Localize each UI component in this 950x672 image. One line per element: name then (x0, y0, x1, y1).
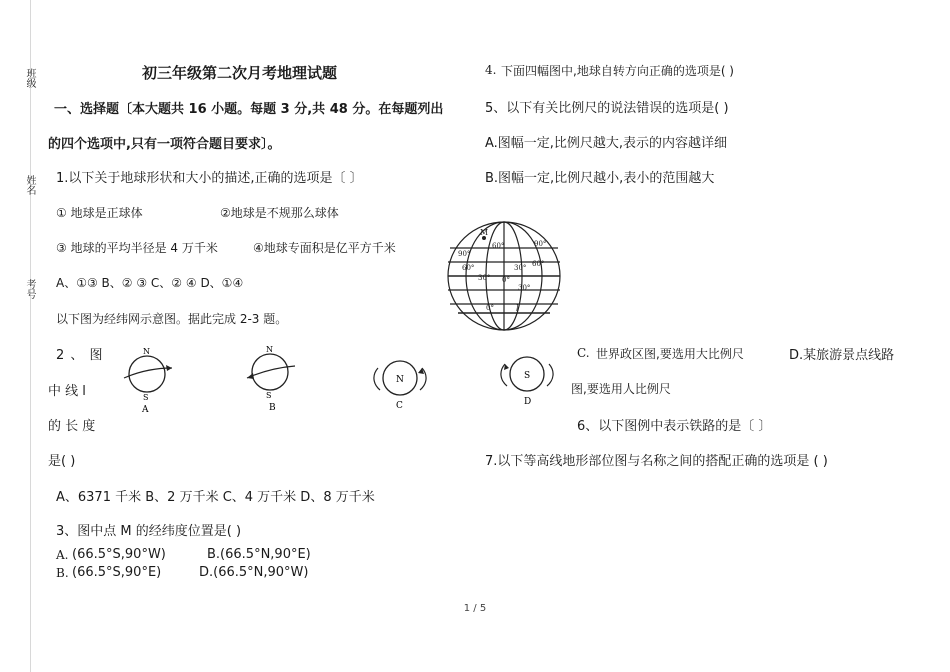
margin-label-name: 姓名 (24, 175, 35, 195)
q2-stem-part2: 中 线 l (48, 384, 86, 399)
figure-letter-b: B (269, 403, 276, 413)
globe-label-30-lower: 30° (518, 284, 531, 292)
page-number: 1 / 5 (463, 603, 487, 614)
q7-stem: 7.以下等高线地形部位图与名称之间的搭配正确的选项是 ( ) (485, 454, 828, 469)
margin-label-class: 班级 (24, 68, 35, 88)
q1-statement-4: ④地球专面积是亿平方千米 (253, 241, 396, 255)
q1-statement-2: ②地球是不规那么球体 (220, 206, 339, 220)
rotation-arc-d-right (547, 364, 553, 386)
globe-label-l: l (516, 304, 519, 313)
rotation-figure-b (239, 342, 301, 414)
globe-label-60-top: 60° (492, 242, 505, 250)
page-title: 初三年级第二次月考地理试题 (142, 64, 338, 82)
q3-stem: 3、图中点 M 的经纬度位置是( ) (56, 524, 242, 539)
q5-option-d: D.某旅游景点线路 (789, 348, 895, 363)
q1-statement-3: ③ 地球的平均半径是 4 万千米 (56, 241, 218, 255)
pole-label-b-top: N (266, 345, 273, 354)
q2-stem-part3: 的 长 度 (48, 419, 96, 434)
q1-options: A、①③ B、② ③ C、② ④ D、①④ (56, 276, 244, 290)
globe-label-30-right: 30° (514, 264, 527, 272)
graticule-globe-figure (444, 218, 564, 334)
globe-label-90-left: 90° (458, 250, 471, 258)
section-heading-line2: 的四个选项中,只有一项符合题目要求〕。 (48, 137, 281, 152)
pole-label-c: N (396, 375, 404, 385)
q2-stem-part4: 是( ) (48, 454, 76, 469)
q5-option-a: A.图幅一定,比例尺越大,表示的内容越详细 (485, 136, 728, 151)
q3-option-d: D.(66.5°N,90°W) (199, 565, 309, 580)
pole-label-a-top: N (143, 347, 150, 356)
q2-options: A、6371 千米 B、2 万千米 C、4 万千米 D、8 万千米 (56, 490, 375, 505)
q3-option-c-letter: B. (56, 566, 69, 580)
figure-letter-c: C (396, 401, 403, 411)
q3-option-c: (66.5°S,90°E) (72, 565, 162, 580)
rotation-figure-c (370, 356, 430, 412)
q5-option-c: 世界政区图,要选用大比例尺 (596, 347, 744, 361)
globe-label-30-left: 30° (478, 274, 491, 282)
rotation-arc-c-left (374, 368, 380, 390)
q2-stem-part1: 2 、 图 (56, 348, 104, 363)
q1-statement-1: ① 地球是正球体 (56, 206, 143, 220)
binding-margin-line (30, 0, 31, 672)
figure-letter-a: A (142, 405, 149, 415)
q3-option-a-letter: A. (56, 548, 69, 562)
pole-label-d: S (524, 371, 531, 381)
pole-label-a-bottom: S (143, 393, 149, 402)
globe-label-m: M (480, 228, 489, 237)
q3-option-b: B.(66.5°N,90°E) (207, 547, 311, 562)
globe-label-60-left: 60° (462, 264, 475, 272)
earth-circle-b (252, 354, 288, 390)
globe-label-60-right: 60° (532, 260, 545, 268)
globe-label-0-center: 0° (502, 276, 510, 284)
rotation-figure-a (116, 344, 178, 416)
globe-label-90-right: 90° (534, 240, 547, 248)
q5-option-b: B.图幅一定,比例尺越小,表小的范围越大 (485, 171, 715, 186)
q5-option-c-letter: C. (577, 346, 590, 360)
margin-label-number: 考号 (24, 279, 35, 299)
globe-label-0-lower: 0° (486, 304, 494, 312)
q6-stem: 6、以下图例中表示铁路的是〔 〕 (577, 419, 772, 434)
section-heading-line1: 一、选择题〔本大题共 16 小题。每题 3 分,共 48 分。在每题列出 (54, 102, 444, 117)
pole-label-b-bottom: S (266, 391, 272, 400)
figure-intro: 以下图为经纬网示意图。据此完成 2-3 题。 (56, 312, 288, 326)
figure-letter-d: D (524, 397, 532, 407)
rotation-figure-d (497, 352, 557, 410)
arrow-head-b (247, 373, 254, 379)
q5-stem: 5、以下有关比例尺的说法错误的选项是( ) (485, 101, 729, 116)
q3-option-a: (66.5°S,90°W) (72, 547, 166, 562)
q1-stem: 1.以下关于地球形状和大小的描述,正确的选项是〔 〕 (56, 171, 363, 186)
q4-number: 4. (485, 63, 497, 77)
q5-option-d-continued: 图,要选用人比例尺 (571, 382, 671, 396)
arrow-head-a (166, 365, 172, 371)
q4-stem: 下面四幅图中,地球自转方向正确的选项是( ) (501, 64, 734, 78)
